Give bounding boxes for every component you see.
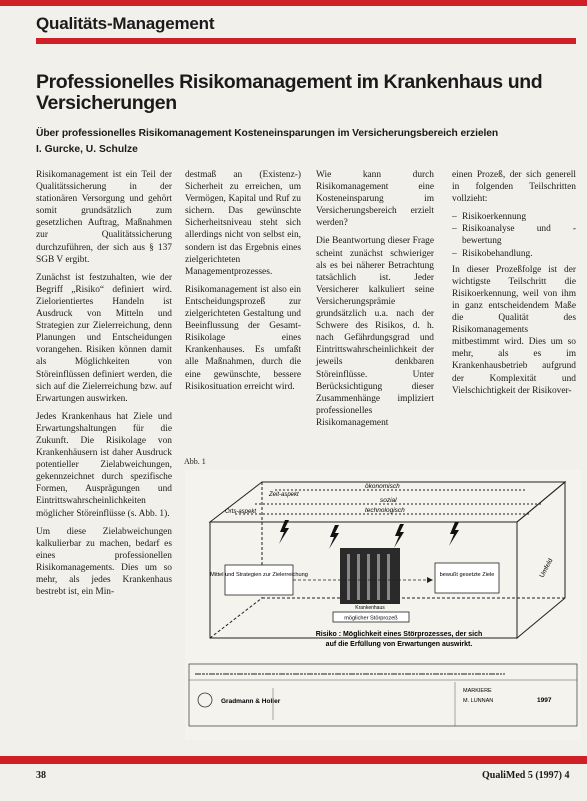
- process-steps-list: [452, 211, 576, 259]
- environment-label: Umfeld: [538, 557, 555, 579]
- figure-caption-line-2: auf die Erfüllung von Erwartungen auswirkt.: [325, 641, 473, 648]
- paragraph: Die Beantwortung dieser Frage scheint zunächst schwieriger als es bei näherer Betrachtung tatsächlich ist. Jeder Versicherer kalkuliert seine Versicherungsprämie grundsätzlich u.a. nach der Schwere des Risikos, d. h. nach Gefährdungsgrad und Eintrittswahrscheinlichkeit der jeweils denkbaren Störeinflüsse. Unter Berücksichtigung dieser Zusammenhänge impliziert professionelles Risikomanagement: [316, 236, 434, 428]
- paragraph: Risikomanagement ist also ein Entscheidungsprozeß zur zielgerichteten Gestaltung und Beeinflussung der Gesamt-Risikolage eines Krankenhauses. Es umfaßt alle Maßnahmen, durch die eine gewünschte, bessere Risikosituation erreicht wird.: [185, 284, 301, 392]
- text-column-4: [452, 169, 576, 403]
- building-stripe: [357, 554, 360, 600]
- figure-caption-line-1: Risiko : Möglichkeit eines Störprozesses, der sich: [315, 631, 483, 638]
- stamp-top: MARKIERE: [463, 688, 492, 694]
- paragraph: Zunächst ist festzuhalten, wie der Begriff „Risiko“ definiert wird. Zielorientiertes Handeln ist Ausdruck von Mitteln und Strategien zur Zielerreichung, denn Planungen und Entscheidungen vorangehen. Risiken können damit als Möglichkeiten von Störeinflüssen definiert werden, die sich auf die Zielerreichung bzw. auf Erwartungen auswirken.: [36, 272, 172, 404]
- means-label-text: Mittel und Strategien zur Zielerreichung: [210, 572, 308, 578]
- paragraph: In dieser Prozeßfolge ist der wichtigste Teilschritt die Risikoerkennung, weil von ihm in ganz entscheidendem Maße die Qualität des Risikomanagements mitbestimmt wird. Dies um so mehr, als es im Krankenhausbetrieb aufgrund der Komplexität und Vielschichtigkeit der Risikover-: [452, 264, 576, 396]
- goals-box: [435, 563, 499, 593]
- list-item: – Risikoerkennung: [452, 211, 576, 223]
- article-title: Professionelles Risikomanagement im Krankenhaus und Versicherungen: [36, 71, 543, 114]
- text-column-1: [36, 169, 172, 604]
- disturbance-label: möglicher Störprozeß: [344, 615, 398, 622]
- article-subtitle: Über professionelles Risikomanagement Kosteneinsparungen im Versicherungsbereich erzielen: [36, 128, 499, 139]
- section-label: Qualitäts-Management: [36, 14, 215, 33]
- paragraph: Risikomanagement ist ein Teil der Qualitätssicherung in der stationären Versorgung und gehört somit grundsätzlich zum gesetzlichen Auftrag, Maßnahmen zur Qualitätssicherung durchzuführen, der sich aus § 137 SGB V ergibt.: [36, 170, 172, 265]
- journal-reference: QualiMed 5 (1997) 4: [482, 770, 570, 781]
- stamp-name: M. LUNNAN: [463, 698, 494, 704]
- top-accent-bar: [0, 0, 587, 6]
- hospital-building-icon: [340, 548, 400, 604]
- building-stripe: [377, 554, 380, 600]
- org-name: Gradmann & Holler: [221, 698, 281, 705]
- article-authors: I. Gurcke, U. Schulze: [36, 144, 138, 155]
- bottom-accent-bar: [0, 756, 587, 764]
- social-label: sozial: [380, 497, 397, 504]
- building-stripe: [387, 554, 390, 600]
- economic-label: ökonomisch: [365, 483, 400, 490]
- time-aspect-label: Zeit-aspekt: [269, 492, 299, 498]
- list-item: – Risikoanalyse und -bewertung: [452, 223, 576, 247]
- figure-year: 1997: [537, 697, 552, 704]
- technological-label: technologisch: [365, 507, 405, 514]
- list-item: – Risikobehandlung.: [452, 248, 576, 260]
- building-stripe: [367, 554, 370, 600]
- text-column-3: [316, 169, 434, 435]
- page-number: 38: [36, 770, 46, 781]
- figure-label: Abb. 1: [184, 457, 206, 466]
- paragraph: Um diese Zielabweichungen kalkulierbar zu machen, bedarf es eines professionellen Risikomanagements. Dies um so mehr, als jedes Krankenhaus bestrebt ist, ein Min-: [36, 526, 172, 598]
- hospital-label: Krankenhaus: [355, 605, 385, 611]
- place-aspect-label: Orts-aspekt: [225, 509, 257, 515]
- text-column-2: [185, 169, 301, 399]
- goals-label: bewußt gesetzte Ziele: [439, 572, 495, 578]
- means-strategies-label: [210, 572, 308, 578]
- paragraph: einen Prozeß, der sich generell in folgenden Teilschritten vollzieht:: [452, 170, 576, 205]
- means-strategies-box: [225, 565, 293, 595]
- risk-diagram: [185, 470, 581, 740]
- paragraph: Jedes Krankenhaus hat Ziele und Erwartungshaltungen für die Zukunft. Die Risikolage von Krankenhäusern ist daher Ausdruck potentieller Zielabweichungen, gekennzeichnet durch spezifische Formen, Ausprägungen und Eintrittswahrscheinlichkeiten möglicher Störeinflüsse (s. Abb. 1).: [36, 411, 172, 519]
- building-stripe: [347, 554, 350, 600]
- paragraph: destmaß an (Existenz-) Sicherheit zu erreichen, um Vermögen, Kapital und Ruf zu sichern. Das gewünschte Sicherheitsniveau steht sich allerdings nicht von selbst ein, sondern ist das Ergebnis eines zielgerichteten Managementprozesses.: [185, 170, 301, 277]
- paragraph: Wie kann durch Risikomanagement eine Kosteneinsparung im Versicherungsbereich erzielt werden?: [316, 170, 434, 229]
- section-rule: [36, 38, 576, 44]
